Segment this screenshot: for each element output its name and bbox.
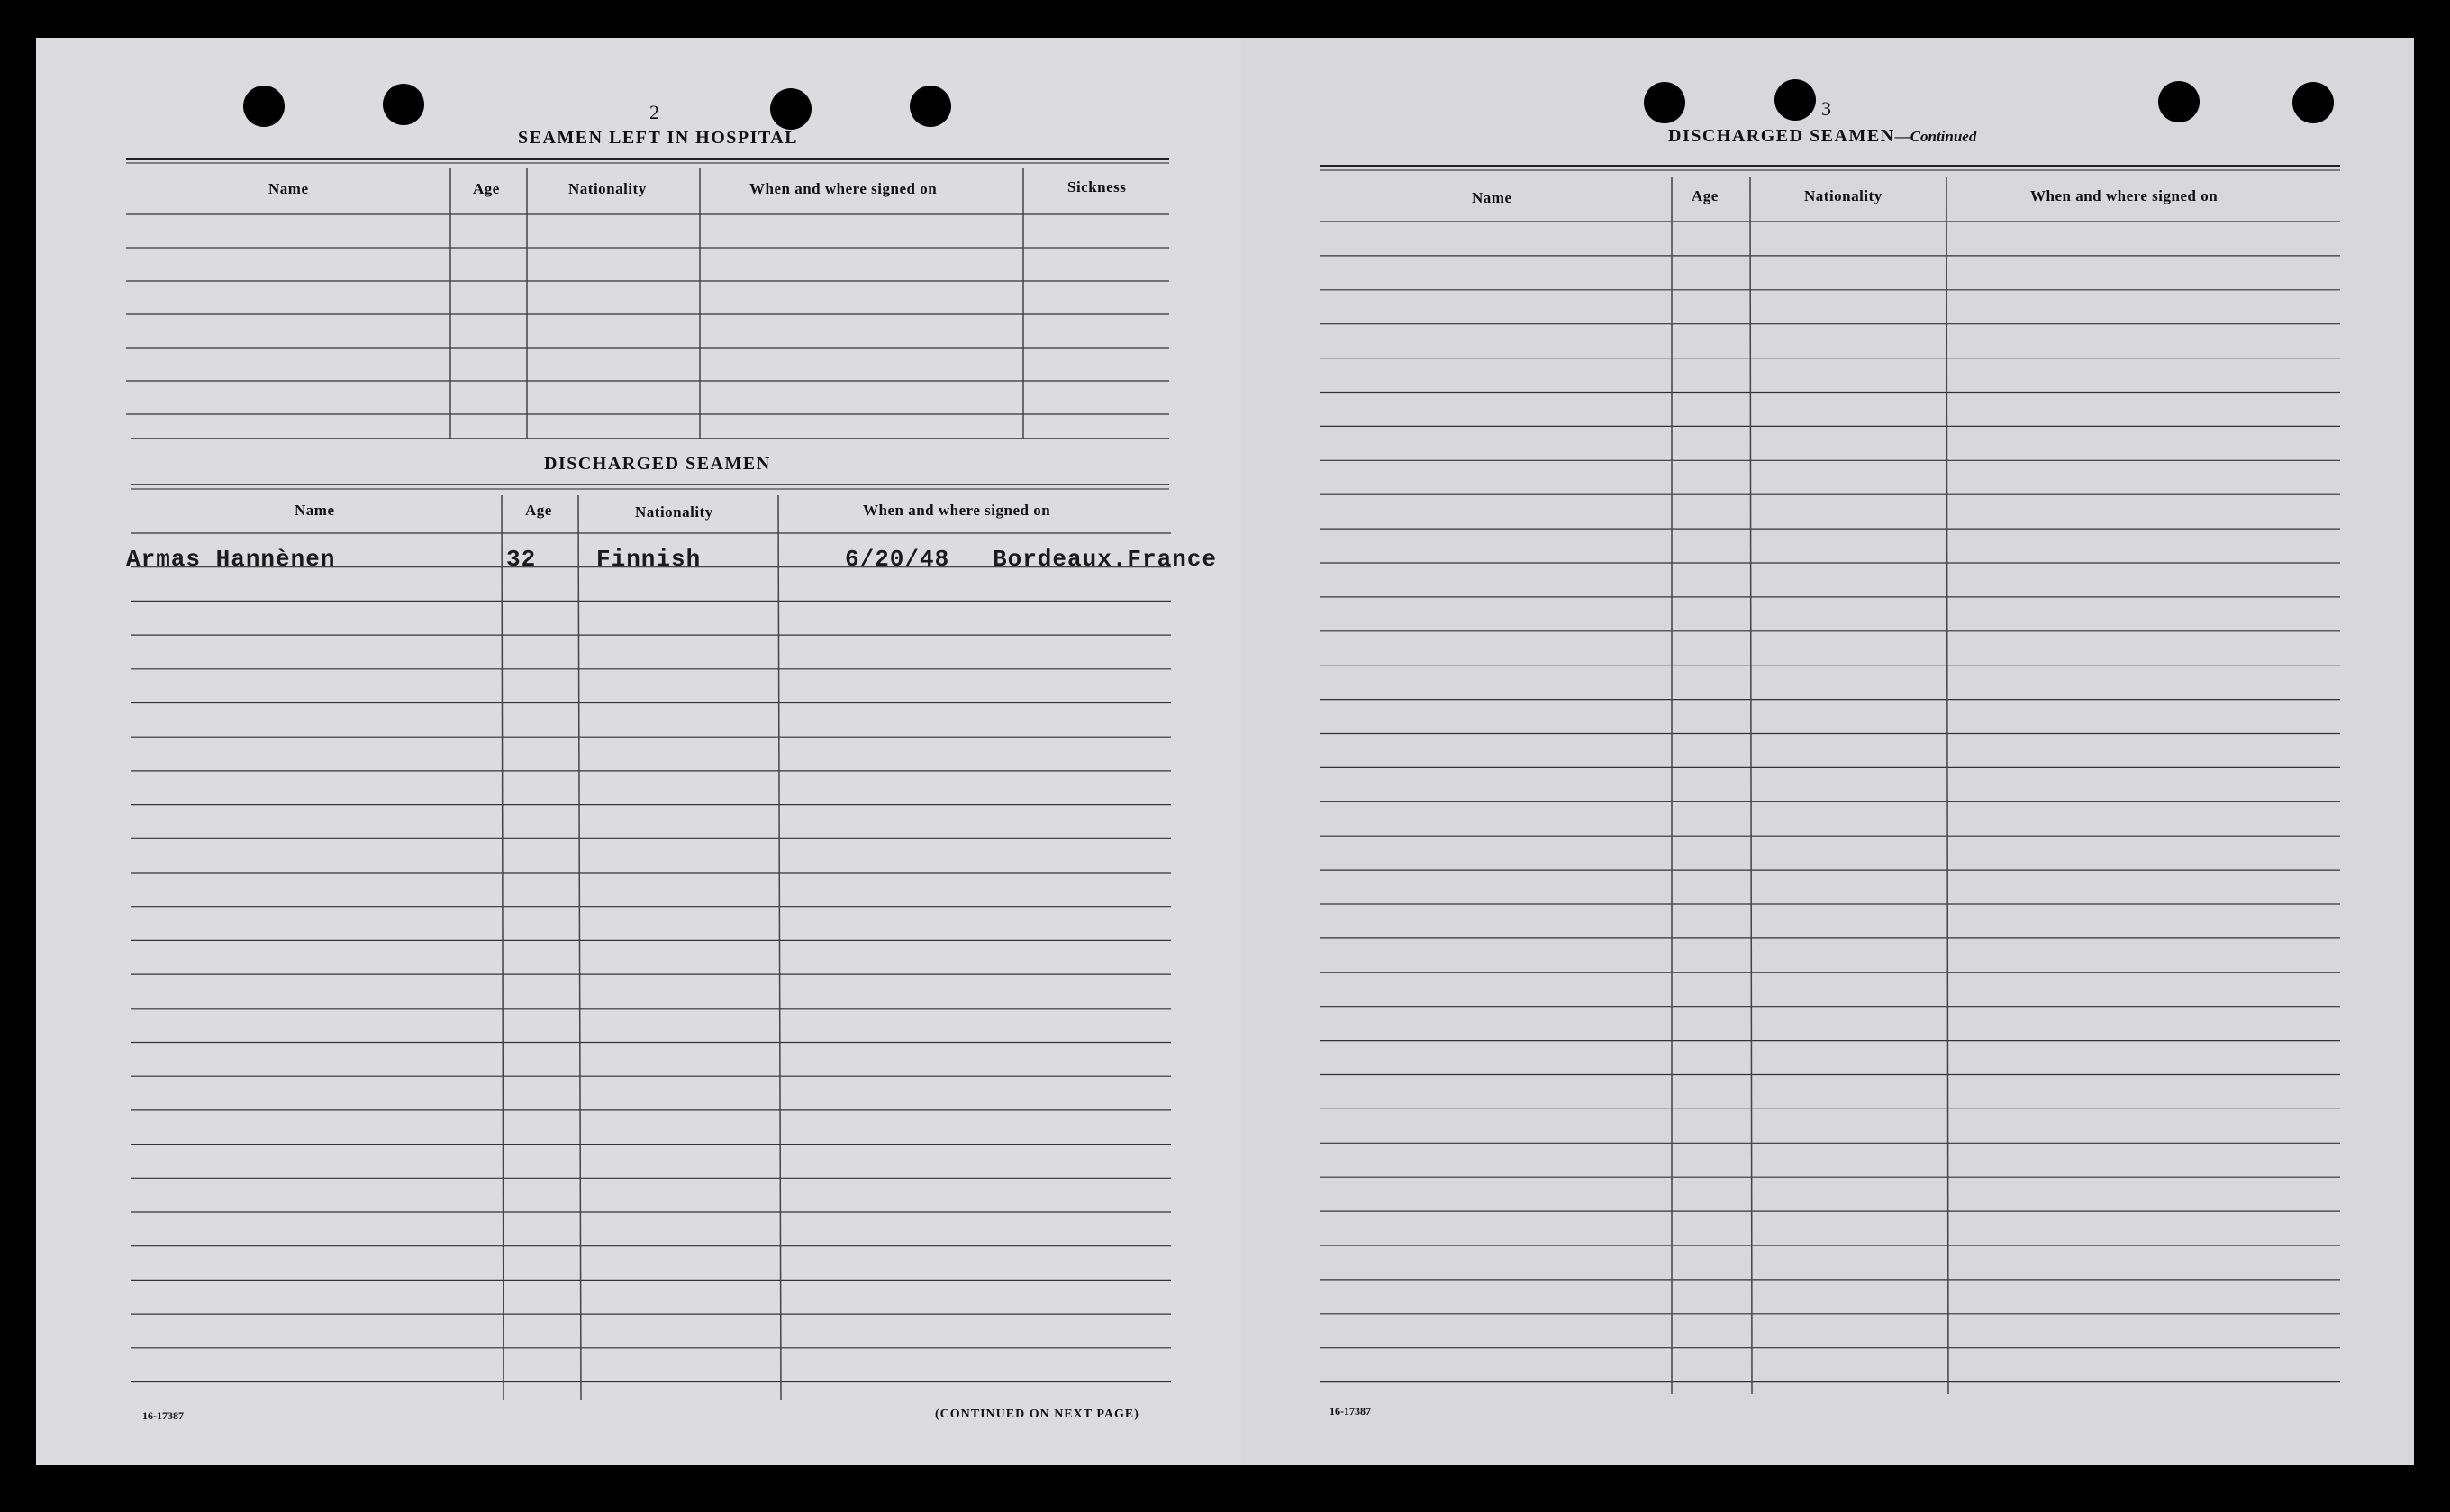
left-page <box>36 38 1241 1465</box>
continued-table-grid <box>1241 38 2414 1465</box>
continued-col-name: Name <box>1472 189 1512 206</box>
page-number: 2 <box>649 101 659 123</box>
continued-col-age: Age <box>1692 187 1719 204</box>
continued-col-signed-on: When and where signed on <box>2030 187 2219 204</box>
discharged-col-signed-on: When and where signed on <box>863 502 1051 519</box>
hospital-col-name: Name <box>268 180 309 197</box>
seaman-nationality: Finnish <box>596 546 702 573</box>
discharged-col-name: Name <box>295 502 335 519</box>
discharged-col-age: Age <box>525 502 552 519</box>
hospital-col-sickness: Sickness <box>1067 178 1127 195</box>
hospital-col-age: Age <box>473 180 500 197</box>
hospital-col-signed-on: When and where signed on <box>749 180 938 197</box>
seaman-signed-date: 6/20/48 <box>845 546 950 573</box>
form-number: 16-17387 <box>142 1409 184 1422</box>
section-title-text: DISCHARGED SEAMEN <box>1668 126 1895 146</box>
page-number: 3 <box>1821 97 1831 120</box>
discharged-col-nationality: Nationality <box>635 503 713 521</box>
discharged-section-title: DISCHARGED SEAMEN <box>544 454 771 474</box>
seaman-name: Armas Hannènen <box>126 546 336 573</box>
continued-col-nationality: Nationality <box>1804 187 1883 204</box>
hospital-table-grid <box>36 38 1241 1465</box>
seaman-signed-place: Bordeaux.France <box>993 546 1218 573</box>
seaman-age: 32 <box>506 546 537 573</box>
section-title-suffix: —Continued <box>1894 128 1977 145</box>
form-number: 16-17387 <box>1329 1405 1371 1417</box>
right-page <box>1241 38 2414 1465</box>
continued-note: (CONTINUED ON NEXT PAGE) <box>935 1408 1139 1421</box>
hospital-col-nationality: Nationality <box>568 180 647 197</box>
hospital-section-title: SEAMEN LEFT IN HOSPITAL <box>518 128 799 148</box>
